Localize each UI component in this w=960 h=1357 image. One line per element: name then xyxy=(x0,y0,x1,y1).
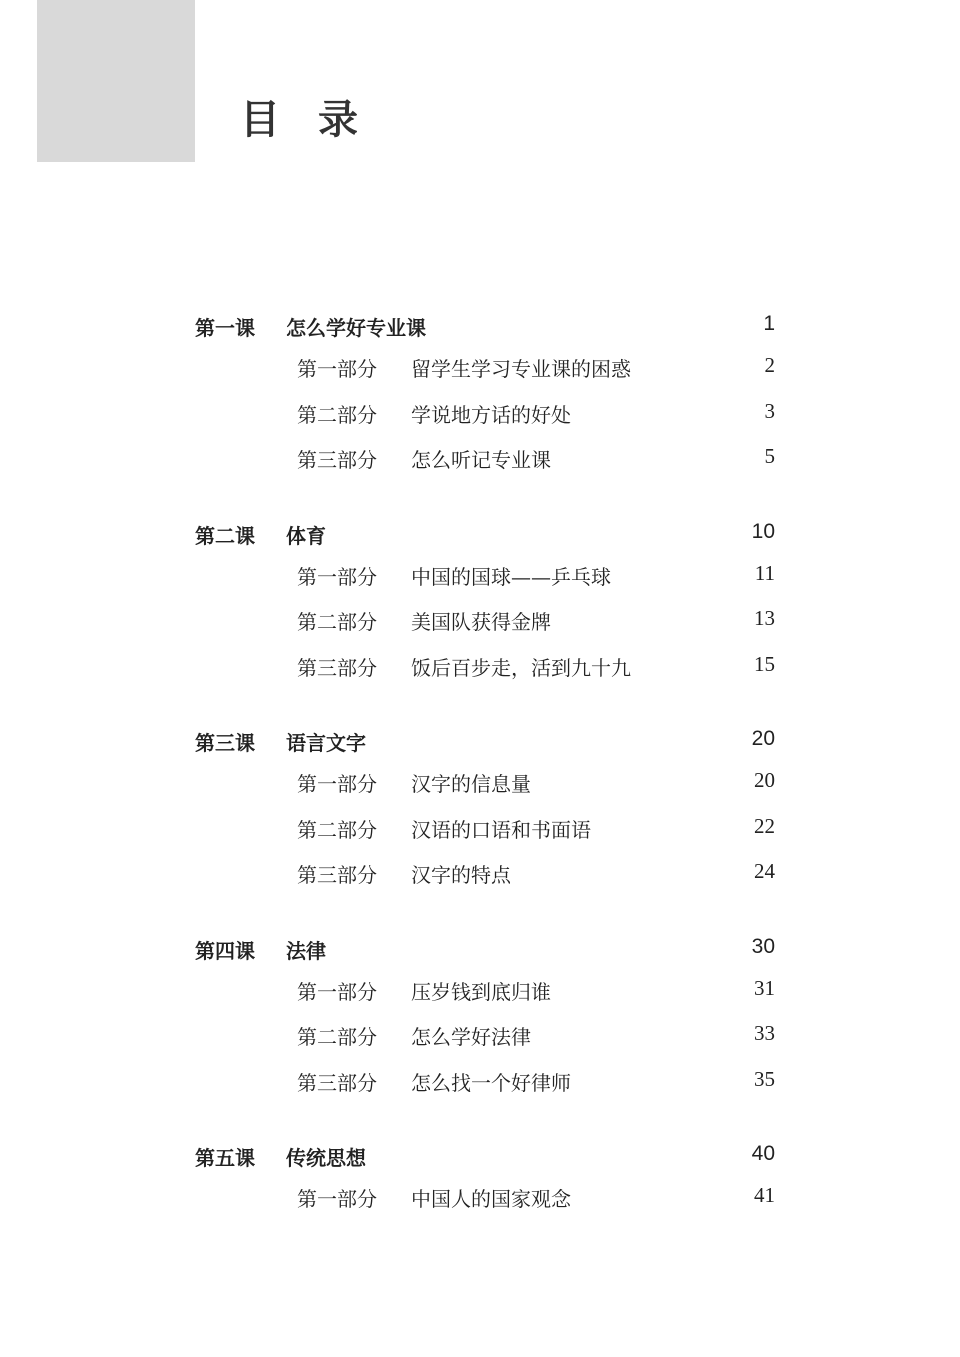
part-title: 怎么听记专业课 xyxy=(411,448,551,472)
lesson-title: 语言文字 xyxy=(286,731,366,755)
toc-part-row[interactable] xyxy=(0,444,960,490)
part-page: 2 xyxy=(764,353,775,377)
part-page: 33 xyxy=(754,1021,775,1045)
part-page: 3 xyxy=(764,398,775,423)
part-title: 留学生学习专业课的困惑 xyxy=(411,357,631,381)
toc-lesson xyxy=(0,516,960,698)
part-number: 第一部分 xyxy=(297,1187,377,1211)
toc-part-row[interactable] xyxy=(0,976,960,1022)
part-number: 第一部分 xyxy=(297,772,377,796)
part-title: 压岁钱到底归谁 xyxy=(411,979,551,1004)
part-number: 第二部分 xyxy=(297,1025,377,1049)
lesson-title: 法律 xyxy=(286,938,326,963)
toc-lesson xyxy=(0,1138,960,1229)
part-title: 饭后百步走，活到九十九 xyxy=(411,655,631,680)
toc-lesson-row[interactable] xyxy=(0,931,960,965)
part-page: 5 xyxy=(764,444,775,468)
toc-part-row[interactable] xyxy=(0,768,960,814)
toc-part-row[interactable] xyxy=(0,1183,960,1229)
part-title: 怎么找一个好律师 xyxy=(411,1070,571,1095)
toc-part-row[interactable] xyxy=(0,1067,960,1113)
part-page: 22 xyxy=(754,813,775,838)
toc-lesson xyxy=(0,931,960,1113)
toc-part-row[interactable] xyxy=(0,814,960,860)
part-title: 怎么学好法律 xyxy=(411,1025,531,1049)
part-title: 中国的国球——乒乓球 xyxy=(411,564,611,589)
part-number: 第三部分 xyxy=(297,655,377,680)
part-page: 35 xyxy=(754,1066,775,1091)
lesson-number: 第二课 xyxy=(195,523,255,548)
part-page: 11 xyxy=(754,560,775,585)
toc-lesson xyxy=(0,723,960,905)
part-number: 第二部分 xyxy=(297,610,377,634)
toc-lesson-row[interactable] xyxy=(0,308,960,342)
lesson-page: 30 xyxy=(751,934,775,958)
toc-part-row[interactable] xyxy=(0,399,960,445)
lesson-number: 第一课 xyxy=(195,316,255,340)
toc-part-row[interactable] xyxy=(0,859,960,905)
lesson-page: 1 xyxy=(763,312,775,335)
part-title: 学说地方话的好处 xyxy=(411,402,571,427)
part-title: 汉字的信息量 xyxy=(411,772,531,796)
part-page: 41 xyxy=(754,1183,775,1207)
part-title: 汉字的特点 xyxy=(411,863,511,887)
part-number: 第二部分 xyxy=(297,402,377,427)
part-page: 31 xyxy=(754,975,775,1000)
lesson-page: 20 xyxy=(751,727,775,750)
table-of-contents xyxy=(0,308,960,1255)
decorative-gray-block xyxy=(37,0,195,162)
toc-lesson-row[interactable] xyxy=(0,1138,960,1172)
lesson-number: 第五课 xyxy=(195,1146,255,1170)
toc-lesson-row[interactable] xyxy=(0,723,960,757)
part-page: 15 xyxy=(754,651,775,676)
lesson-page: 40 xyxy=(751,1142,775,1165)
page-title: 目录 xyxy=(240,97,396,143)
toc-part-row[interactable] xyxy=(0,353,960,399)
toc-part-row[interactable] xyxy=(0,652,960,698)
lesson-number: 第四课 xyxy=(195,938,255,963)
part-title: 美国队获得金牌 xyxy=(411,610,551,634)
lesson-title: 体育 xyxy=(286,523,326,548)
part-number: 第一部分 xyxy=(297,564,377,589)
toc-lesson-row[interactable] xyxy=(0,516,960,550)
lesson-title: 传统思想 xyxy=(286,1146,366,1170)
part-number: 第三部分 xyxy=(297,1070,377,1095)
part-number: 第三部分 xyxy=(297,448,377,472)
lesson-page: 10 xyxy=(751,519,775,543)
part-title: 汉语的口语和书面语 xyxy=(411,817,591,842)
toc-lesson xyxy=(0,308,960,490)
part-page: 13 xyxy=(754,606,775,630)
part-number: 第二部分 xyxy=(297,817,377,842)
toc-part-row[interactable] xyxy=(0,606,960,652)
part-page: 20 xyxy=(754,768,775,792)
part-number: 第一部分 xyxy=(297,979,377,1004)
part-number: 第一部分 xyxy=(297,357,377,381)
part-page: 24 xyxy=(754,859,775,883)
toc-part-row[interactable] xyxy=(0,561,960,607)
lesson-title: 怎么学好专业课 xyxy=(286,316,426,340)
lesson-number: 第三课 xyxy=(195,731,255,755)
part-title: 中国人的国家观念 xyxy=(411,1187,571,1211)
toc-part-row[interactable] xyxy=(0,1021,960,1067)
part-number: 第三部分 xyxy=(297,863,377,887)
